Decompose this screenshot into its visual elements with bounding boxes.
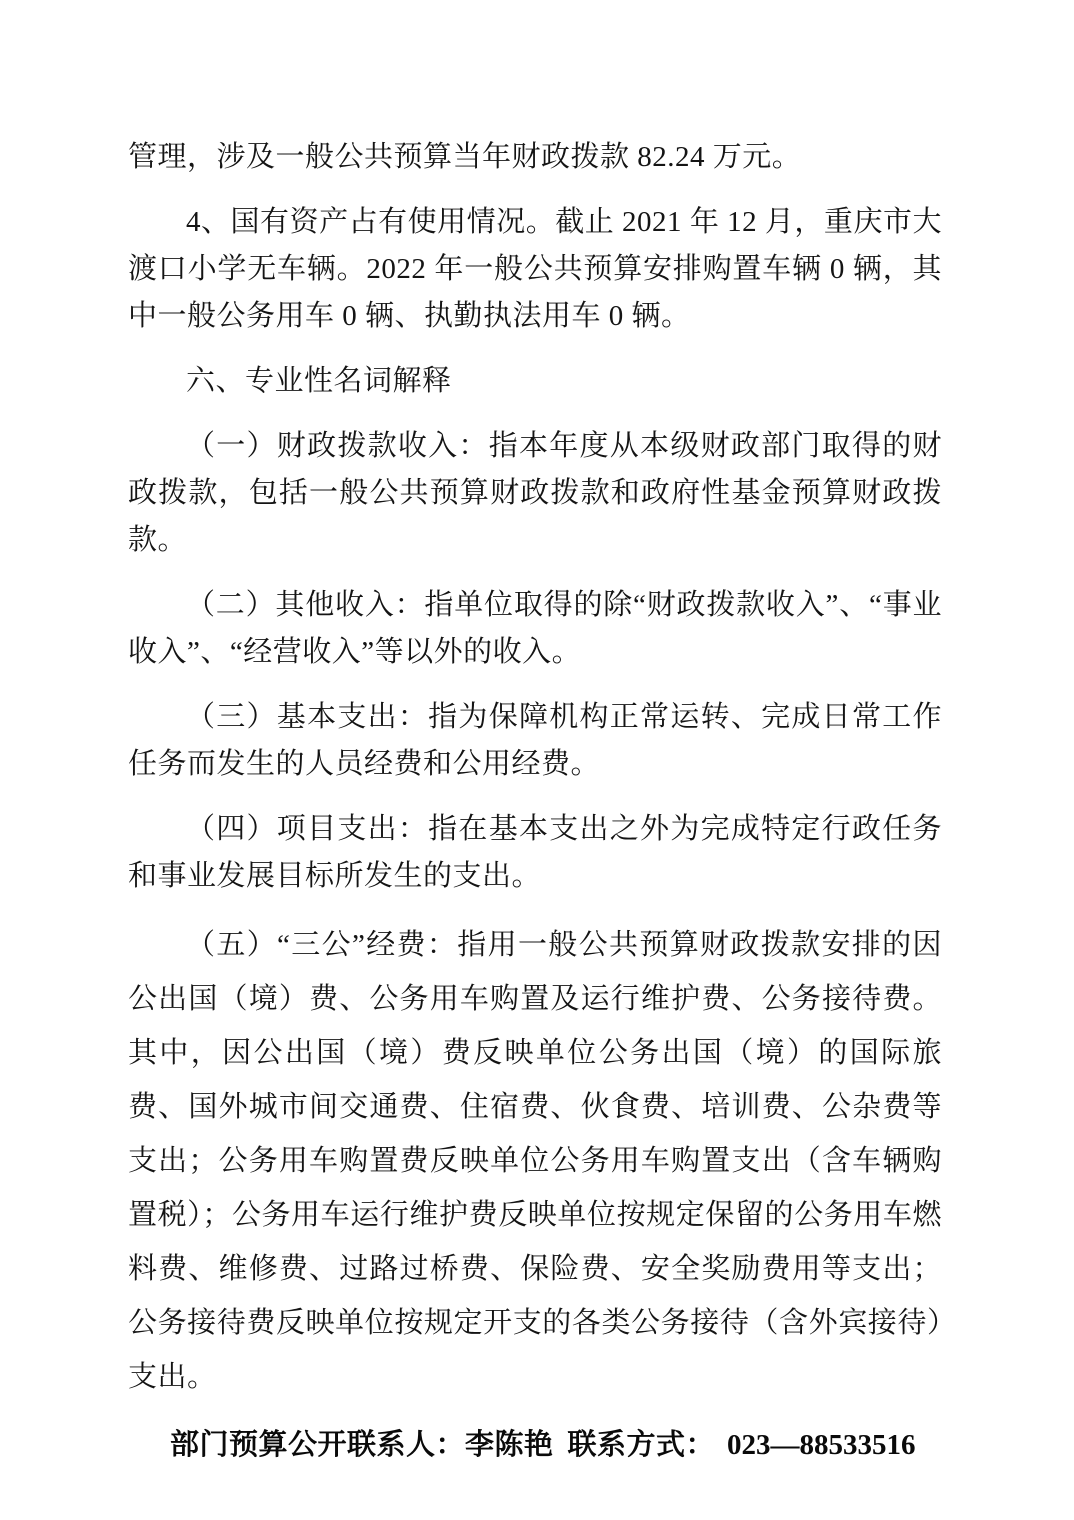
contact-method-label: 联系方式： (567, 1429, 716, 1461)
paragraph-state-assets-usage: 4、国有资产占有使用情况。截止 2021 年 12 月，重庆市大渡口小学无车辆。2022 年一般公共预算安排购置车辆 0 辆，其中一般公务用车 0 辆、执勤执法用车 0 辆。 (128, 206, 942, 332)
paragraph-term-other-income: （二）其他收入：指单位取得的除“财政拨款收入”、“事业收入”、“经营收入”等以外的收入。 (128, 589, 942, 668)
contact-name: 李陈艳 (465, 1429, 554, 1461)
paragraph-term-fiscal-appropriation-income: （一）财政拨款收入：指本年度从本级财政部门取得的财政拨款，包括一般公共预算财政拨款和政府性基金预算财政拨款。 (128, 430, 942, 556)
contact-label: 部门预算公开联系人： (170, 1429, 466, 1461)
paragraph-term-three-public-funds: （五）“三公”经费：指用一般公共预算财政拨款安排的因公出国（境）费、公务用车购置及运行维护费、公务接待费。其中，因公出国（境）费反映单位公务出国（境）的国际旅费、国外城市间交通费、住宿费、伙食费、培训费、公杂费等支出；公务用车购置费反映单位公务用车购置支出（含车辆购置税）；公务用车运行维护费反映单位按规定保留的公务用车燃料费、维修费、过路过桥费、保险费、安全奖励费用等支出；公务接待费反映单位按规定开支的各类公务接待（含外宾接待）支出。 (128, 929, 942, 1393)
heading-terminology: 六、专业性名词解释 (186, 365, 452, 397)
paragraph-continuation-funding: 管理，涉及一般公共预算当年财政拨款 82.24 万元。 (128, 141, 802, 173)
contact-phone: 023—88533516 (727, 1429, 916, 1461)
paragraph-term-basic-expenditure: （三）基本支出：指为保障机构正常运转、完成日常工作任务而发生的人员经费和公用经费。 (128, 701, 942, 780)
contact-line (128, 1422, 942, 1469)
paragraph-term-project-expenditure: （四）项目支出：指在基本支出之外为完成特定行政任务和事业发展目标所发生的支出。 (128, 813, 942, 892)
